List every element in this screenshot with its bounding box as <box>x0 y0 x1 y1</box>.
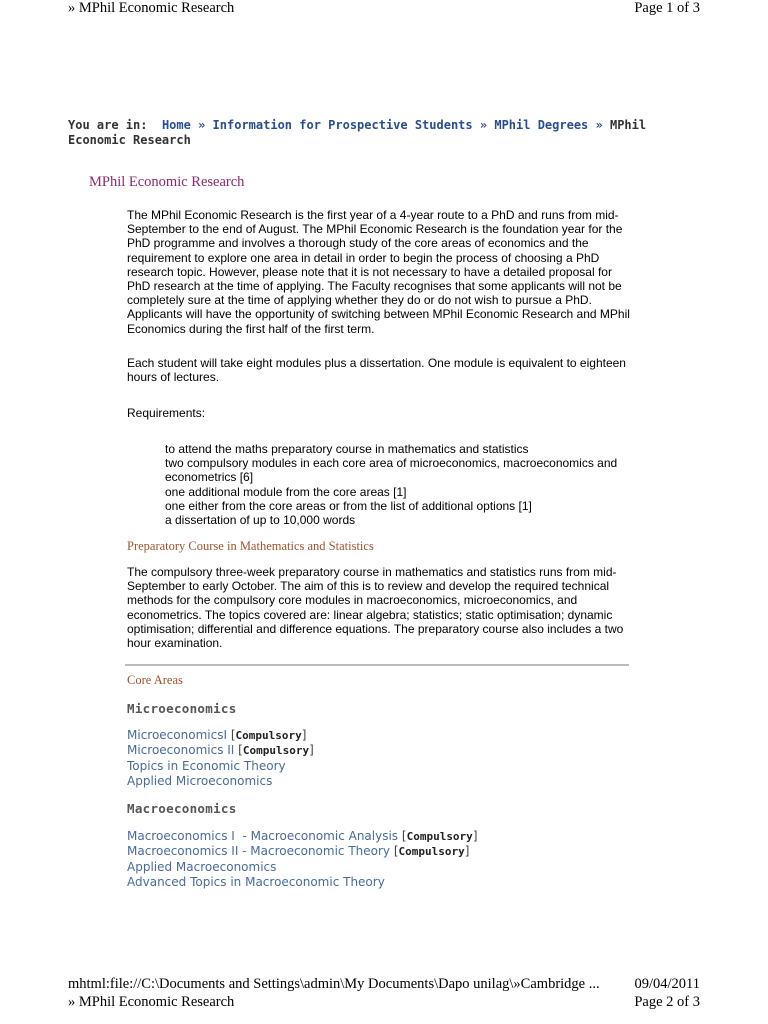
microeconomics-module-list <box>127 728 627 790</box>
module-link[interactable]: Applied Microeconomics <box>127 774 273 789</box>
breadcrumb-separator: » <box>198 118 206 132</box>
intro-paragraph: The MPhil Economic Research is the first year of a 4-year route to a PhD and runs from mid-September to the end of August. The MPhil Economic Research is the foundation year for the PhD programme and involves a thorough study of the core areas of economics and the requirement to explore one area in detail in order to begin the process of choosing a PhD research topic. However, please note that it is not necessary to have a detailed proposal for PhD research at the time of applying. The Faculty recognises that some applicants will not be completely sure at the time of applying whether they do or do not wish to pursue a PhD. Applicants will have the opportunity of switching between MPhil Economic Research and MPhil Economics during the first half of the first term. <box>127 208 630 336</box>
module-link[interactable]: Topics in Economic Theory <box>127 758 286 773</box>
compulsory-tag: [Compulsory] <box>230 728 307 742</box>
prep-course-title: Preparatory Course in Mathematics and Statistics <box>127 539 374 553</box>
list-item: two compulsory modules in each core area of microeconomics, macroeconomics and econometrics [6] <box>165 456 618 485</box>
core-areas-title: Core Areas <box>127 673 183 687</box>
module-link[interactable]: Microeconomics II <box>127 743 235 758</box>
page-title: MPhil Economic Research <box>89 174 245 190</box>
list-item: a dissertation of up to 10,000 words <box>165 513 356 528</box>
breadcrumb-prefix: You are in: <box>68 118 148 132</box>
list-item: one either from the core areas or from the list of additional options [1] <box>165 498 532 513</box>
compulsory-tag: [Compulsory] <box>393 844 470 859</box>
module-item[interactable] <box>127 844 627 859</box>
print-footer-next-page: Page 2 of 3 <box>634 994 700 1010</box>
module-item[interactable] <box>127 759 627 774</box>
module-item[interactable] <box>127 875 627 890</box>
macroeconomics-module-list <box>127 829 627 891</box>
requirements-label: Requirements: <box>127 406 206 420</box>
breadcrumb-mphil-degrees[interactable]: MPhil Degrees <box>494 118 589 132</box>
breadcrumb <box>68 118 648 147</box>
breadcrumb-current: MPhil Economic Research <box>68 118 647 147</box>
breadcrumb-prospective-students[interactable]: Information for Prospective Students <box>212 118 473 132</box>
print-header-title: » MPhil Economic Research <box>68 0 235 16</box>
macroeconomics-heading: Macroeconomics <box>127 801 237 816</box>
list-item: to attend the maths preparatory course in mathematics and statistics <box>165 442 529 456</box>
requirements-list <box>165 442 635 527</box>
print-header-page: Page 1 of 3 <box>634 0 700 16</box>
module-link[interactable]: MicroeconomicsI <box>127 728 227 742</box>
module-link[interactable]: Macroeconomics II - Macroeconomic Theory <box>127 844 391 859</box>
prep-course-paragraph: The compulsory three-week preparatory course in mathematics and statistics runs from mid-September to early October. The aim of this is to review and develop the required technical methods for the compulsory core modules in macroeconomics, microeconomics, and econometrics. The topics covered are: linear algebra; statistics; static optimisation; dynamic optimisation; differential and difference equations. The preparatory course also includes a two hour examination. <box>127 565 624 651</box>
section-divider <box>125 664 629 666</box>
module-link[interactable]: Advanced Topics in Macroeconomic Theory <box>127 875 385 890</box>
breadcrumb-separator: » <box>595 118 603 132</box>
module-item[interactable] <box>127 829 627 844</box>
compulsory-tag: [Compulsory] <box>401 829 478 843</box>
print-footer-path: mhtml:file://C:\Documents and Settings\admin\My Documents\Dapo unilag\»Cambridge ... <box>68 976 600 992</box>
compulsory-tag: [Compulsory] <box>238 743 314 758</box>
print-footer-next-title: » MPhil Economic Research <box>68 994 235 1010</box>
microeconomics-heading: Microeconomics <box>127 701 237 716</box>
module-link[interactable]: Applied Macroeconomics <box>127 859 277 874</box>
module-item[interactable] <box>127 743 627 758</box>
breadcrumb-home[interactable]: Home <box>161 118 191 132</box>
module-link[interactable]: Macroeconomics I - Macroeconomic Analysis <box>127 829 399 843</box>
breadcrumb-separator: » <box>479 118 488 132</box>
print-footer-date: 09/04/2011 <box>634 976 700 992</box>
list-item: one additional module from the core areas [1] <box>165 484 407 499</box>
module-item[interactable] <box>127 728 627 743</box>
module-item[interactable] <box>127 860 627 875</box>
module-item[interactable] <box>127 774 627 789</box>
modules-paragraph: Each student will take eight modules plus a dissertation. One module is equivalent to eighteen hours of lectures. <box>127 356 626 385</box>
